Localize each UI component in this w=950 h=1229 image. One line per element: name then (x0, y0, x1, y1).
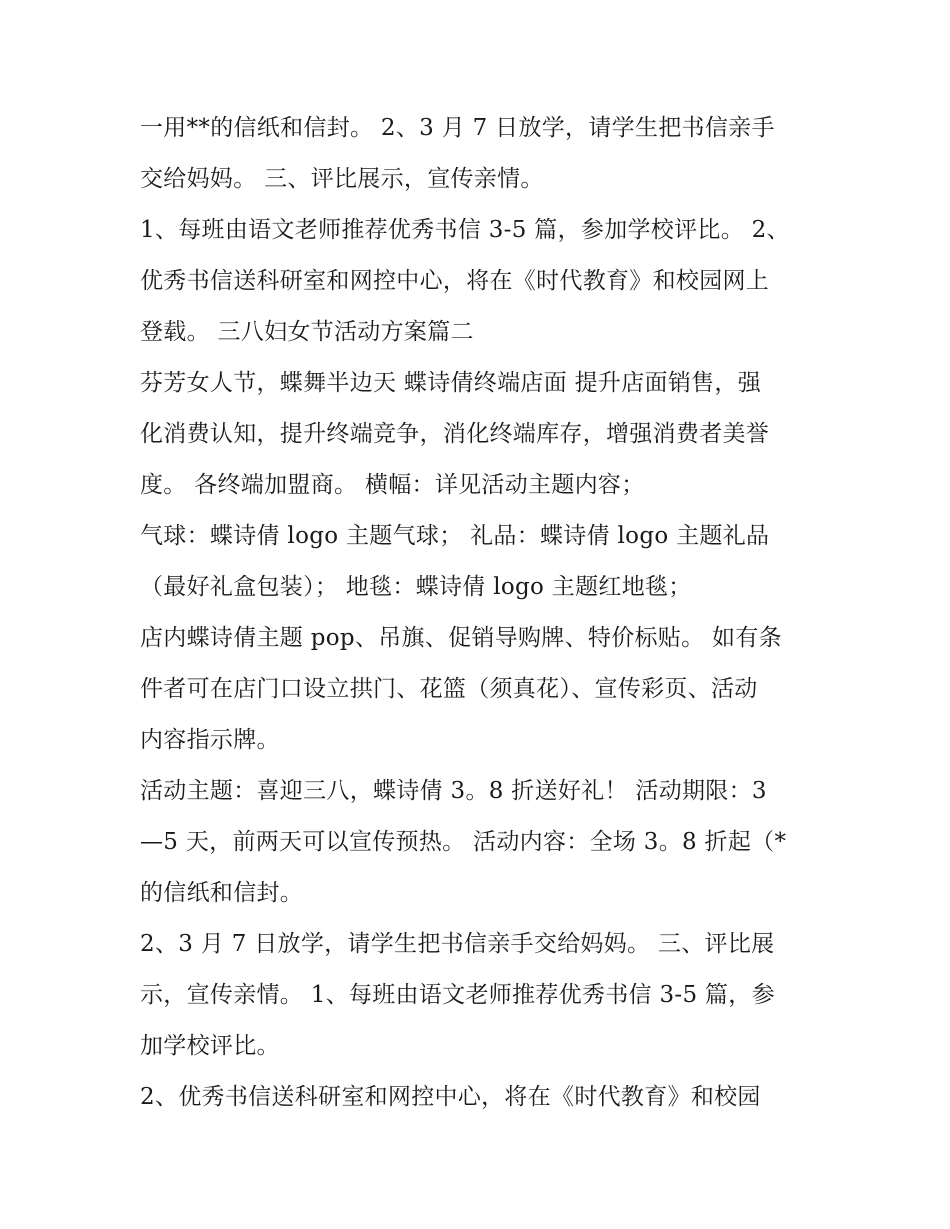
text-line: 内容指示牌。 (140, 727, 280, 753)
text-line: 加学校评比。 (140, 1033, 280, 1059)
text-line: 登载。 三八妇女节活动方案篇二 (140, 319, 474, 345)
text-line: 示，宣传亲情。 1、每班由语文老师推荐优秀书信 3-5 篇，参 (140, 982, 775, 1008)
text-line: 芬芳女人节，蝶舞半边天 蝶诗倩终端店面 提升店面销售，强 (140, 370, 762, 396)
text-line: 1、每班由语文老师推荐优秀书信 3-5 篇，参加学校评比。 2、 (140, 217, 790, 243)
text-line: 2、3 月 7 日放学，请学生把书信亲手交给妈妈。 三、评比展 (140, 931, 775, 957)
text-line: 2、优秀书信送科研室和网控中心，将在《时代教育》和校园 (140, 1084, 761, 1110)
text-line: 化消费认知，提升终端竞争，消化终端库存，增强消费者美誉 (140, 421, 770, 447)
text-line: （最好礼盒包装）； 地毯：蝶诗倩 logo 主题红地毯； (140, 574, 692, 600)
text-line: 优秀书信送科研室和网控中心，将在《时代教育》和校园网上 (140, 268, 770, 294)
text-line: 度。 各终端加盟商。 横幅：详见活动主题内容； (140, 472, 645, 498)
text-line: 店内蝶诗倩主题 pop、吊旗、促销导购牌、特价标贴。 如有条 (140, 625, 782, 651)
text-line: 件者可在店门口设立拱门、花篮（须真花）、宣传彩页、活动 (140, 676, 758, 702)
document-body (140, 103, 820, 1123)
text-line: —5 天，前两天可以宣传预热。 活动内容：全场 3。8 折起（* (140, 829, 787, 855)
text-line: 活动主题：喜迎三八，蝶诗倩 3。8 折送好礼！ 活动期限：3 (140, 778, 767, 804)
text-line: 气球：蝶诗倩 logo 主题气球； 礼品：蝶诗倩 logo 主题礼品 (140, 523, 770, 549)
text-line: 交给妈妈。 三、评比展示，宣传亲情。 (140, 166, 544, 192)
text-line: 一用**的信纸和信封。 2、3 月 7 日放学，请学生把书信亲手 (140, 115, 775, 141)
text-line: 的信纸和信封。 (140, 880, 304, 906)
